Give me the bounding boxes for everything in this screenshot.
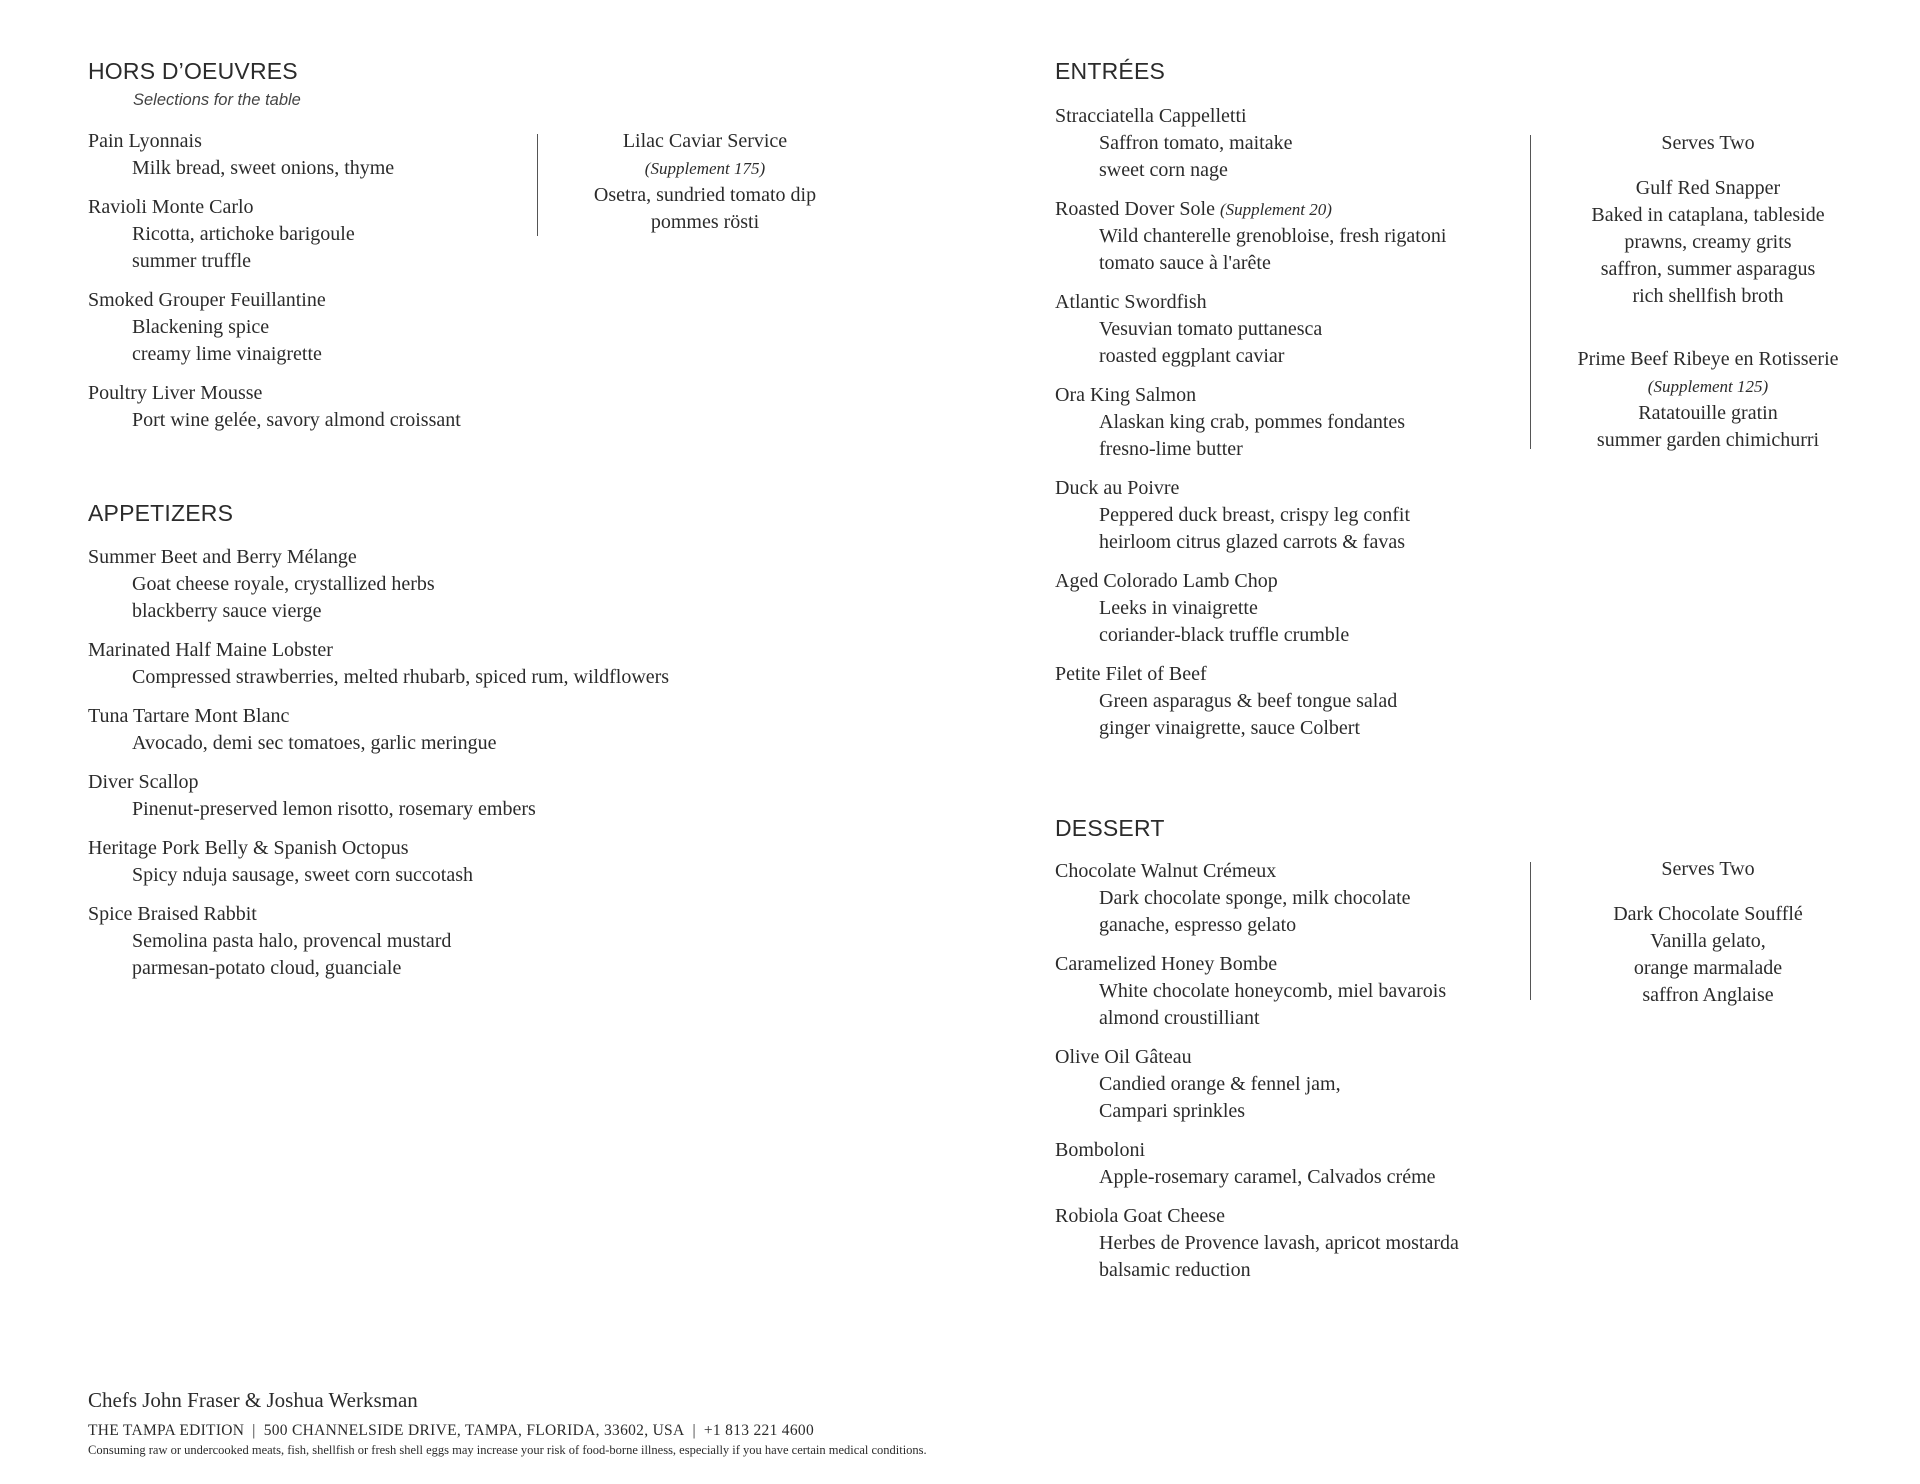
caviar-name: Lilac Caviar Service — [622, 130, 788, 152]
item-name — [1055, 196, 1446, 223]
menu-item — [1055, 951, 1459, 1032]
item-name: Diver Scallop — [88, 771, 199, 793]
caviar-service — [545, 128, 865, 236]
item-name: Spice Braised Rabbit — [88, 903, 257, 925]
dessert-title: DESSERT — [1055, 815, 1165, 841]
restaurant-address — [88, 1422, 814, 1440]
restaurant-name: THE TAMPA EDITION — [88, 1422, 245, 1439]
entrees-title: ENTRÉES — [1055, 58, 1166, 84]
serves-two-heading: Serves Two — [1661, 132, 1755, 154]
menu-item — [88, 544, 669, 625]
serves-two-dish-desc: Ratatouille gratin — [1638, 402, 1778, 424]
item-name: Caramelized Honey Bombe — [1055, 953, 1278, 975]
item-name: Poultry Liver Mousse — [88, 382, 263, 404]
menu-item — [88, 637, 669, 691]
item-desc: Vesuvian tomato puttanesca — [1099, 318, 1323, 340]
item-desc: balsamic reduction — [1099, 1259, 1251, 1281]
dessert-serves-two — [1538, 856, 1878, 1009]
item-desc: Apple-rosemary caramel, Calvados créme — [1099, 1166, 1436, 1188]
item-name: Marinated Half Maine Lobster — [88, 639, 333, 661]
item-desc: Peppered duck breast, crispy leg confit — [1099, 504, 1411, 526]
serves-two-dish-desc: saffron, summer asparagus — [1600, 258, 1816, 280]
appetizers-list — [88, 544, 669, 994]
item-desc: White chocolate honeycomb, miel bavarois — [1099, 980, 1447, 1002]
item-supplement: (Supplement 20) — [1219, 200, 1332, 219]
menu-item — [1055, 1137, 1459, 1191]
item-desc: Milk bread, sweet onions, thyme — [132, 157, 395, 179]
serves-two-dish-desc: summer garden chimichurri — [1596, 429, 1820, 451]
menu-item — [88, 287, 461, 368]
item-desc: ganache, espresso gelato — [1099, 914, 1297, 936]
menu-item — [88, 769, 669, 823]
menu-item — [1055, 196, 1446, 277]
serves-two-dish-name: Gulf Red Snapper — [1635, 177, 1781, 199]
appetizers-title: APPETIZERS — [88, 500, 234, 526]
menu-item — [1055, 858, 1459, 939]
item-desc: Dark chocolate sponge, milk chocolate — [1099, 887, 1411, 909]
menu-item — [88, 380, 461, 434]
menu-item — [1055, 568, 1446, 649]
item-desc: coriander-black truffle crumble — [1099, 624, 1350, 646]
street-address: 500 CHANNELSIDE DRIVE, TAMPA, FLORIDA, 33602, USA — [263, 1422, 685, 1439]
item-desc: Semolina pasta halo, provencal mustard — [132, 930, 452, 952]
item-name: Tuna Tartare Mont Blanc — [88, 705, 290, 727]
item-desc: Ricotta, artichoke barigoule — [132, 223, 355, 245]
serves-two-dish-supplement: (Supplement 125) — [1647, 377, 1769, 396]
item-desc: Avocado, demi sec tomatoes, garlic meringue — [132, 732, 497, 754]
item-name: Atlantic Swordfish — [1055, 291, 1207, 313]
item-desc: Campari sprinkles — [1099, 1100, 1246, 1122]
item-name: Aged Colorado Lamb Chop — [1055, 570, 1278, 592]
phone-number: +1 813 221 4600 — [703, 1422, 815, 1439]
hors-doeuvres-list — [88, 128, 461, 446]
item-desc: ginger vinaigrette, sauce Colbert — [1099, 717, 1361, 739]
menu-item — [1055, 1044, 1459, 1125]
serves-two-heading: Serves Two — [1661, 858, 1755, 880]
food-safety-disclaimer: Consuming raw or undercooked meats, fish, shellfish or fresh shell eggs may increase your risk of food-borne illness, especially if you have certain medical conditions. — [88, 1443, 927, 1457]
item-name: Olive Oil Gâteau — [1055, 1046, 1192, 1068]
item-desc: almond croustilliant — [1099, 1007, 1260, 1029]
address-separator: | — [252, 1422, 256, 1439]
serves-two-dish-desc: Baked in cataplana, tableside — [1591, 204, 1825, 226]
hors-doeuvres-title: HORS D’OEUVRES — [88, 58, 298, 84]
serves-two-dish-desc: Vanilla gelato, — [1650, 930, 1766, 952]
entrees-serves-two-divider — [1530, 135, 1531, 449]
item-desc: Alaskan king crab, pommes fondantes — [1099, 411, 1406, 433]
menu-item — [1055, 103, 1446, 184]
caviar-supplement: (Supplement 175) — [644, 159, 766, 178]
item-name: Bomboloni — [1055, 1139, 1146, 1161]
item-desc: Port wine gelée, savory almond croissant — [132, 409, 461, 431]
item-desc: Herbes de Provence lavash, apricot mostarda — [1099, 1232, 1459, 1254]
serves-two-dish-name: Dark Chocolate Soufflé — [1613, 903, 1803, 925]
caviar-desc: pommes rösti — [650, 211, 760, 233]
serves-two-dish-desc: prawns, creamy grits — [1624, 231, 1792, 253]
menu-item — [1055, 382, 1446, 463]
dessert-list — [1055, 858, 1459, 1296]
item-desc: Saffron tomato, maitake — [1099, 132, 1293, 154]
item-desc: sweet corn nage — [1099, 159, 1228, 181]
caviar-desc: Osetra, sundried tomato dip — [593, 184, 817, 206]
item-desc: Blackening spice — [132, 316, 270, 338]
serves-two-dish-desc: rich shellfish broth — [1632, 285, 1784, 307]
item-desc: Spicy nduja sausage, sweet corn succotash — [132, 864, 474, 886]
menu-item — [88, 901, 669, 982]
item-desc: Compressed strawberries, melted rhubarb, spiced rum, wildflowers — [132, 666, 670, 688]
item-desc: Wild chanterelle grenobloise, fresh rigatoni — [1099, 225, 1447, 247]
dessert-serves-two-divider — [1530, 862, 1531, 1000]
item-name: Duck au Poivre — [1055, 477, 1180, 499]
item-name: Heritage Pork Belly & Spanish Octopus — [88, 837, 409, 859]
menu-item — [88, 194, 461, 275]
chefs-credit: Chefs John Fraser & Joshua Werksman — [88, 1388, 418, 1412]
menu-item — [1055, 289, 1446, 370]
item-name: Pain Lyonnais — [88, 130, 202, 152]
item-desc: Leeks in vinaigrette — [1099, 597, 1258, 619]
menu-item — [1055, 1203, 1459, 1284]
item-name: Robiola Goat Cheese — [1055, 1205, 1225, 1227]
item-desc: Candied orange & fennel jam, — [1099, 1073, 1341, 1095]
item-desc: Pinenut-preserved lemon risotto, rosemary embers — [132, 798, 536, 820]
entrees-serves-two — [1538, 130, 1878, 454]
menu-item — [88, 128, 461, 182]
menu-item — [1055, 475, 1446, 556]
item-desc: tomato sauce à l'arête — [1099, 252, 1271, 274]
address-separator: | — [692, 1422, 696, 1439]
item-desc: blackberry sauce vierge — [132, 600, 322, 622]
item-desc: roasted eggplant caviar — [1099, 345, 1285, 367]
caviar-divider — [537, 134, 538, 236]
item-name: Ora King Salmon — [1055, 384, 1197, 406]
item-desc: fresno-lime butter — [1099, 438, 1243, 460]
item-name: Summer Beet and Berry Mélange — [88, 546, 357, 568]
serves-two-dish-name: Prime Beef Ribeye en Rotisserie — [1577, 348, 1839, 370]
entrees-list — [1055, 103, 1446, 754]
item-desc: Goat cheese royale, crystallized herbs — [132, 573, 435, 595]
item-name-text: Roasted Dover Sole — [1055, 198, 1215, 220]
serves-two-dish-desc: orange marmalade — [1633, 957, 1783, 979]
item-name: Stracciatella Cappelletti — [1055, 105, 1247, 127]
item-desc: Green asparagus & beef tongue salad — [1099, 690, 1398, 712]
item-name: Smoked Grouper Feuillantine — [88, 289, 326, 311]
item-name: Petite Filet of Beef — [1055, 663, 1207, 685]
hors-doeuvres-subtitle: Selections for the table — [133, 91, 301, 109]
menu-item — [88, 835, 669, 889]
serves-two-dish-desc: saffron Anglaise — [1642, 984, 1774, 1006]
item-desc: creamy lime vinaigrette — [132, 343, 322, 365]
menu-item — [88, 703, 669, 757]
item-name: Chocolate Walnut Crémeux — [1055, 860, 1277, 882]
item-desc: summer truffle — [132, 250, 252, 272]
item-desc: heirloom citrus glazed carrots & favas — [1099, 531, 1405, 553]
item-name: Ravioli Monte Carlo — [88, 196, 254, 218]
menu-item — [1055, 661, 1446, 742]
item-desc: parmesan-potato cloud, guanciale — [132, 957, 402, 979]
